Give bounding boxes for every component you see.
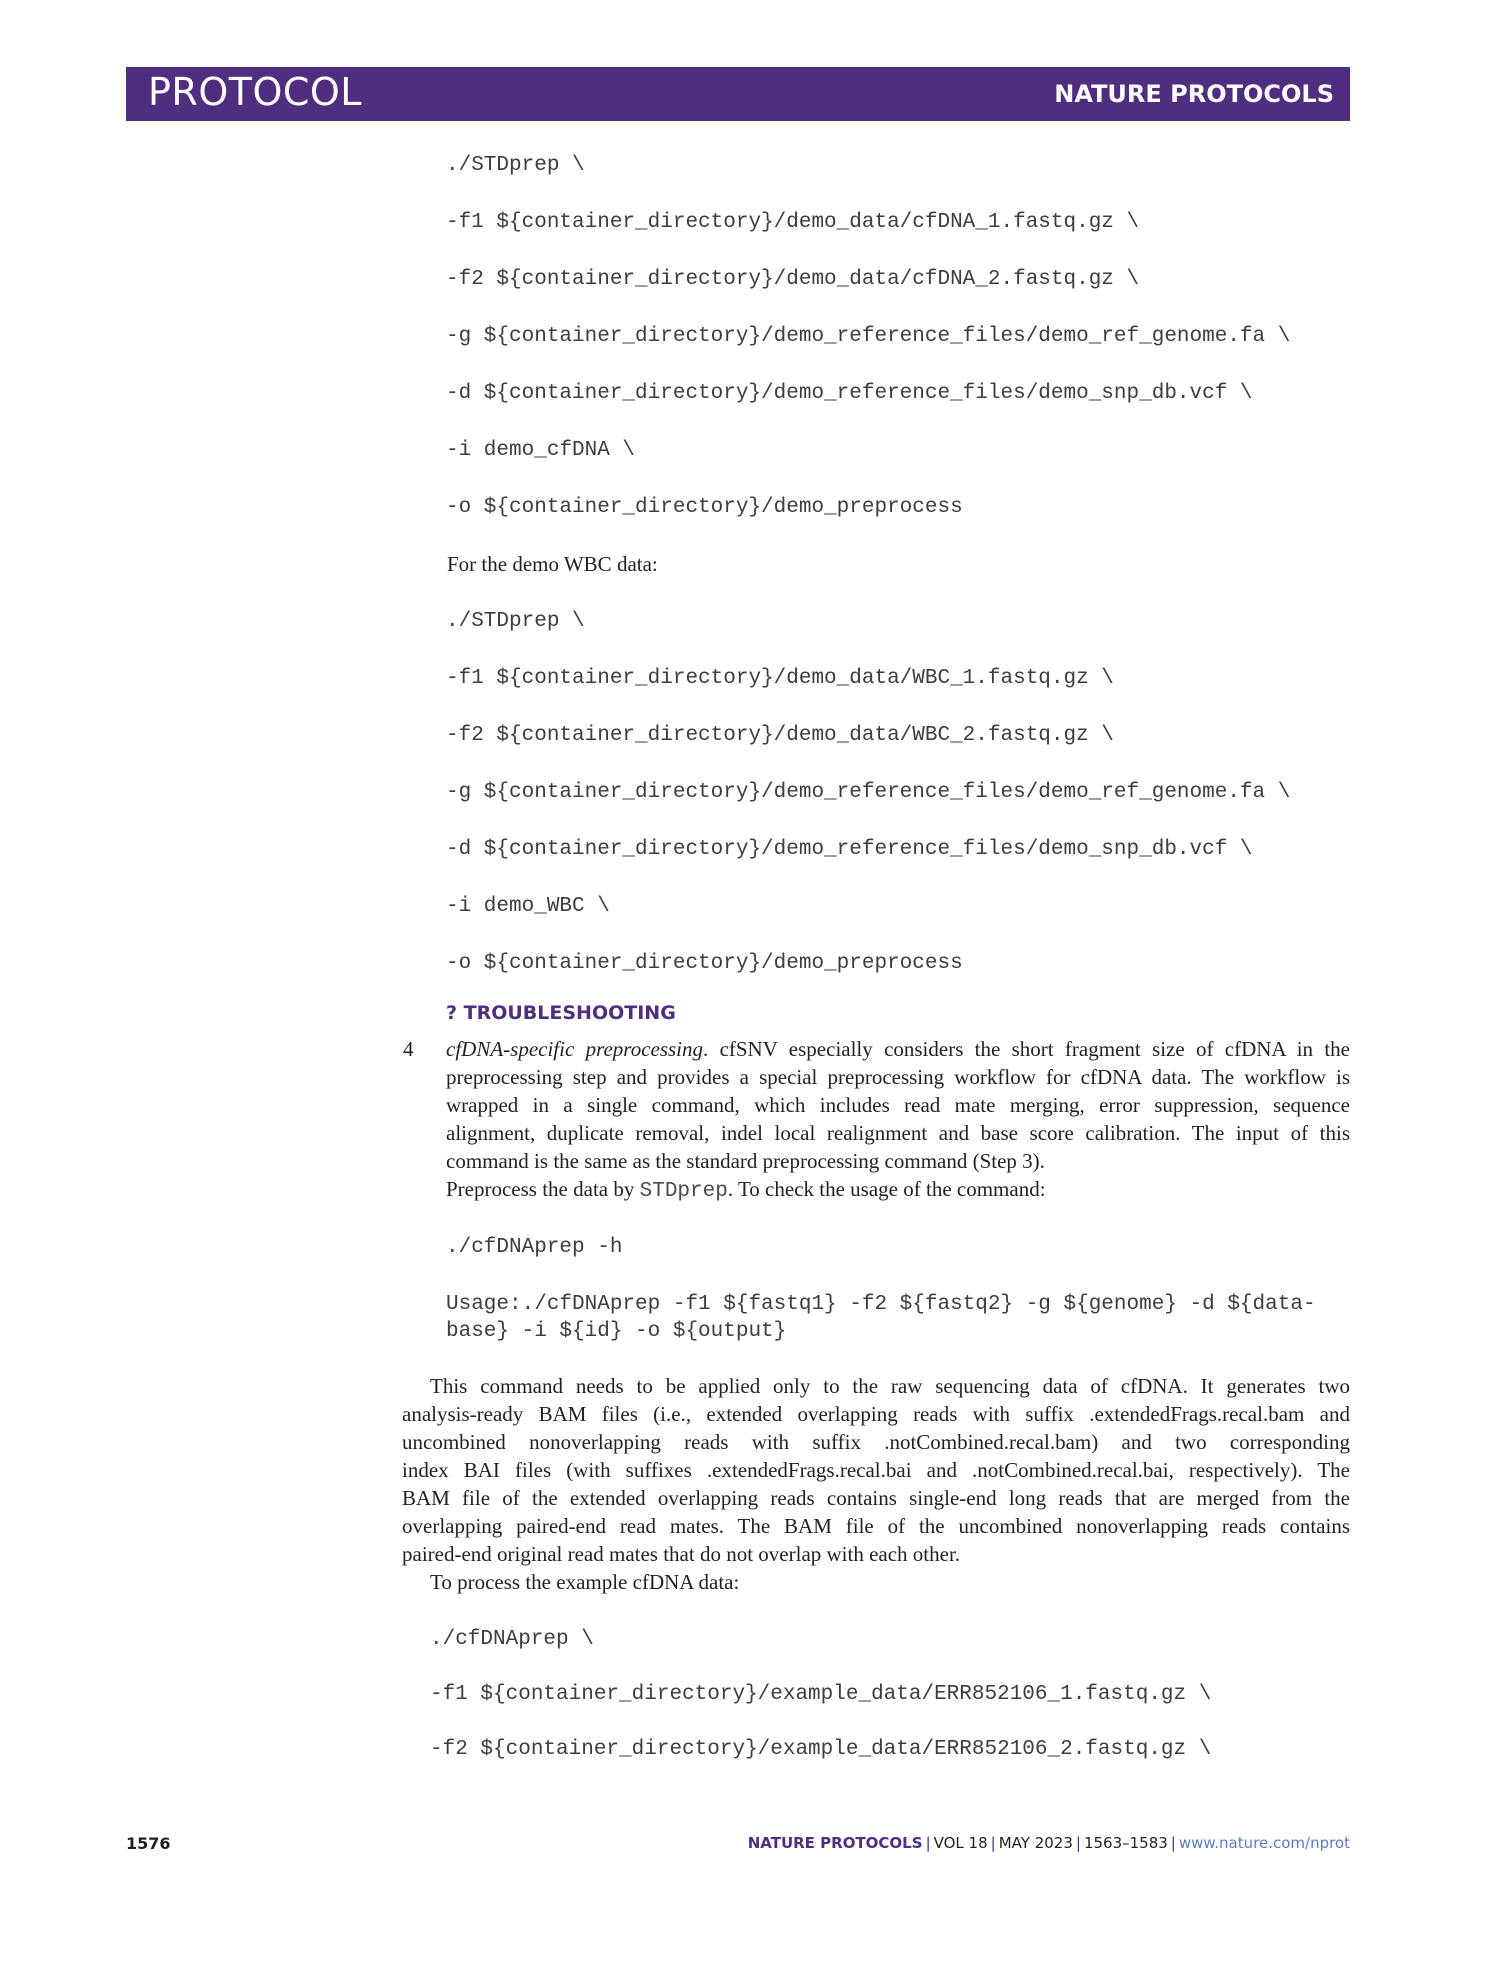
footer-url-link[interactable]: www.nature.com/nprot: [1178, 1834, 1350, 1852]
header-banner: [126, 67, 1350, 121]
code-line: base} -i ${id} -o ${output}: [446, 1320, 787, 1343]
code-line: -g ${container_directory}/demo_reference_files/demo_ref_genome.fa \: [446, 781, 1291, 804]
page-number: 1576: [126, 1834, 171, 1853]
code-line: -f2 ${container_directory}/demo_data/WBC_2.fastq.gz \: [446, 724, 1114, 747]
code-line: -f1 ${container_directory}/example_data/ERR852106_1.fastq.gz \: [430, 1683, 1212, 1706]
paragraph-line: analysis-ready BAM files (i.e., extended overlapping reads with suffix .extendedFrags.recal.bam and: [402, 1402, 1350, 1426]
footer-journal: NATURE PROTOCOLS: [747, 1834, 923, 1852]
code-line: -f1 ${container_directory}/demo_data/WBC_1.fastq.gz \: [446, 667, 1114, 690]
footer-pages: 1563–1583: [1083, 1834, 1168, 1852]
code-line: -i demo_cfDNA \: [446, 439, 636, 462]
step-line: preprocessing step and provides a special preprocessing workflow for cfDNA data. The workflow is: [446, 1065, 1350, 1089]
code-line: -i demo_WBC \: [446, 895, 610, 918]
footer-volume: VOL 18: [933, 1834, 988, 1852]
step-line: cfDNA-specific preprocessing. cfSNV especially considers the short fragment size of cfDNA in the: [446, 1037, 1350, 1061]
code-line: ./cfDNAprep \: [430, 1628, 594, 1651]
paragraph-line: overlapping paired-end read mates. The BAM file of the uncombined nonoverlapping reads contains: [402, 1514, 1350, 1538]
paragraph-line: BAM file of the extended overlapping reads contains single-end long reads that are merged from the: [402, 1486, 1350, 1510]
code-line: -f2 ${container_directory}/demo_data/cfDNA_2.fastq.gz \: [446, 268, 1140, 291]
code-line: -o ${container_directory}/demo_preprocess: [446, 496, 963, 519]
step-line: command is the same as the standard preprocessing command (Step 3).: [446, 1149, 1045, 1173]
code-line: -o ${container_directory}/demo_preprocess: [446, 952, 963, 975]
example-intro: To process the example cfDNA data:: [430, 1570, 740, 1594]
code-line: ./cfDNAprep -h: [446, 1236, 623, 1259]
code-line: -f2 ${container_directory}/example_data/ERR852106_2.fastq.gz \: [430, 1738, 1212, 1761]
step-number: 4: [403, 1037, 414, 1061]
paragraph-line: paired-end original read mates that do not overlap with each other.: [402, 1542, 961, 1566]
section-label: PROTOCOL: [148, 70, 362, 114]
code-line: -d ${container_directory}/demo_reference_files/demo_snp_db.vcf \: [446, 838, 1253, 861]
code-line: -f1 ${container_directory}/demo_data/cfDNA_1.fastq.gz \: [446, 211, 1140, 234]
paragraph-line: This command needs to be applied only to the raw sequencing data of cfDNA. It generates two: [430, 1374, 1350, 1398]
paragraph-line: index BAI files (with suffixes .extendedFrags.recal.bai and .notCombined.recal.bai, respectively). The: [402, 1458, 1350, 1482]
inline-command: STDprep: [639, 1180, 728, 1203]
step-line: wrapped in a single command, which includes read mate merging, error suppression, sequence: [446, 1093, 1350, 1117]
step-title: cfDNA-specific preprocessing: [446, 1037, 704, 1061]
preprocess-sentence: Preprocess the data by STDprep. To check the usage of the command:: [446, 1177, 1046, 1203]
code-line: ./STDprep \: [446, 154, 585, 177]
footer-citation: NATURE PROTOCOLS | VOL 18 | MAY 2023 | 1563–1583 | www.nature.com/nprot: [747, 1834, 1350, 1852]
code-line: -d ${container_directory}/demo_reference_files/demo_snp_db.vcf \: [446, 382, 1253, 405]
code-line: Usage:./cfDNAprep -f1 ${fastq1} -f2 ${fastq2} -g ${genome} -d ${data-: [446, 1293, 1316, 1316]
step-line: alignment, duplicate removal, indel local realignment and base score calibration. The input of this: [446, 1121, 1350, 1145]
code-line: ./STDprep \: [446, 610, 585, 633]
wbc-intro: For the demo WBC data:: [447, 552, 658, 576]
footer-date: MAY 2023: [998, 1834, 1073, 1852]
code-line: -g ${container_directory}/demo_reference_files/demo_ref_genome.fa \: [446, 325, 1291, 348]
paragraph-line: uncombined nonoverlapping reads with suffix .notCombined.recal.bam) and two corresponding: [402, 1430, 1350, 1454]
troubleshooting-link[interactable]: ? TROUBLESHOOTING: [446, 1002, 676, 1024]
journal-title: NATURE PROTOCOLS: [1054, 80, 1334, 108]
